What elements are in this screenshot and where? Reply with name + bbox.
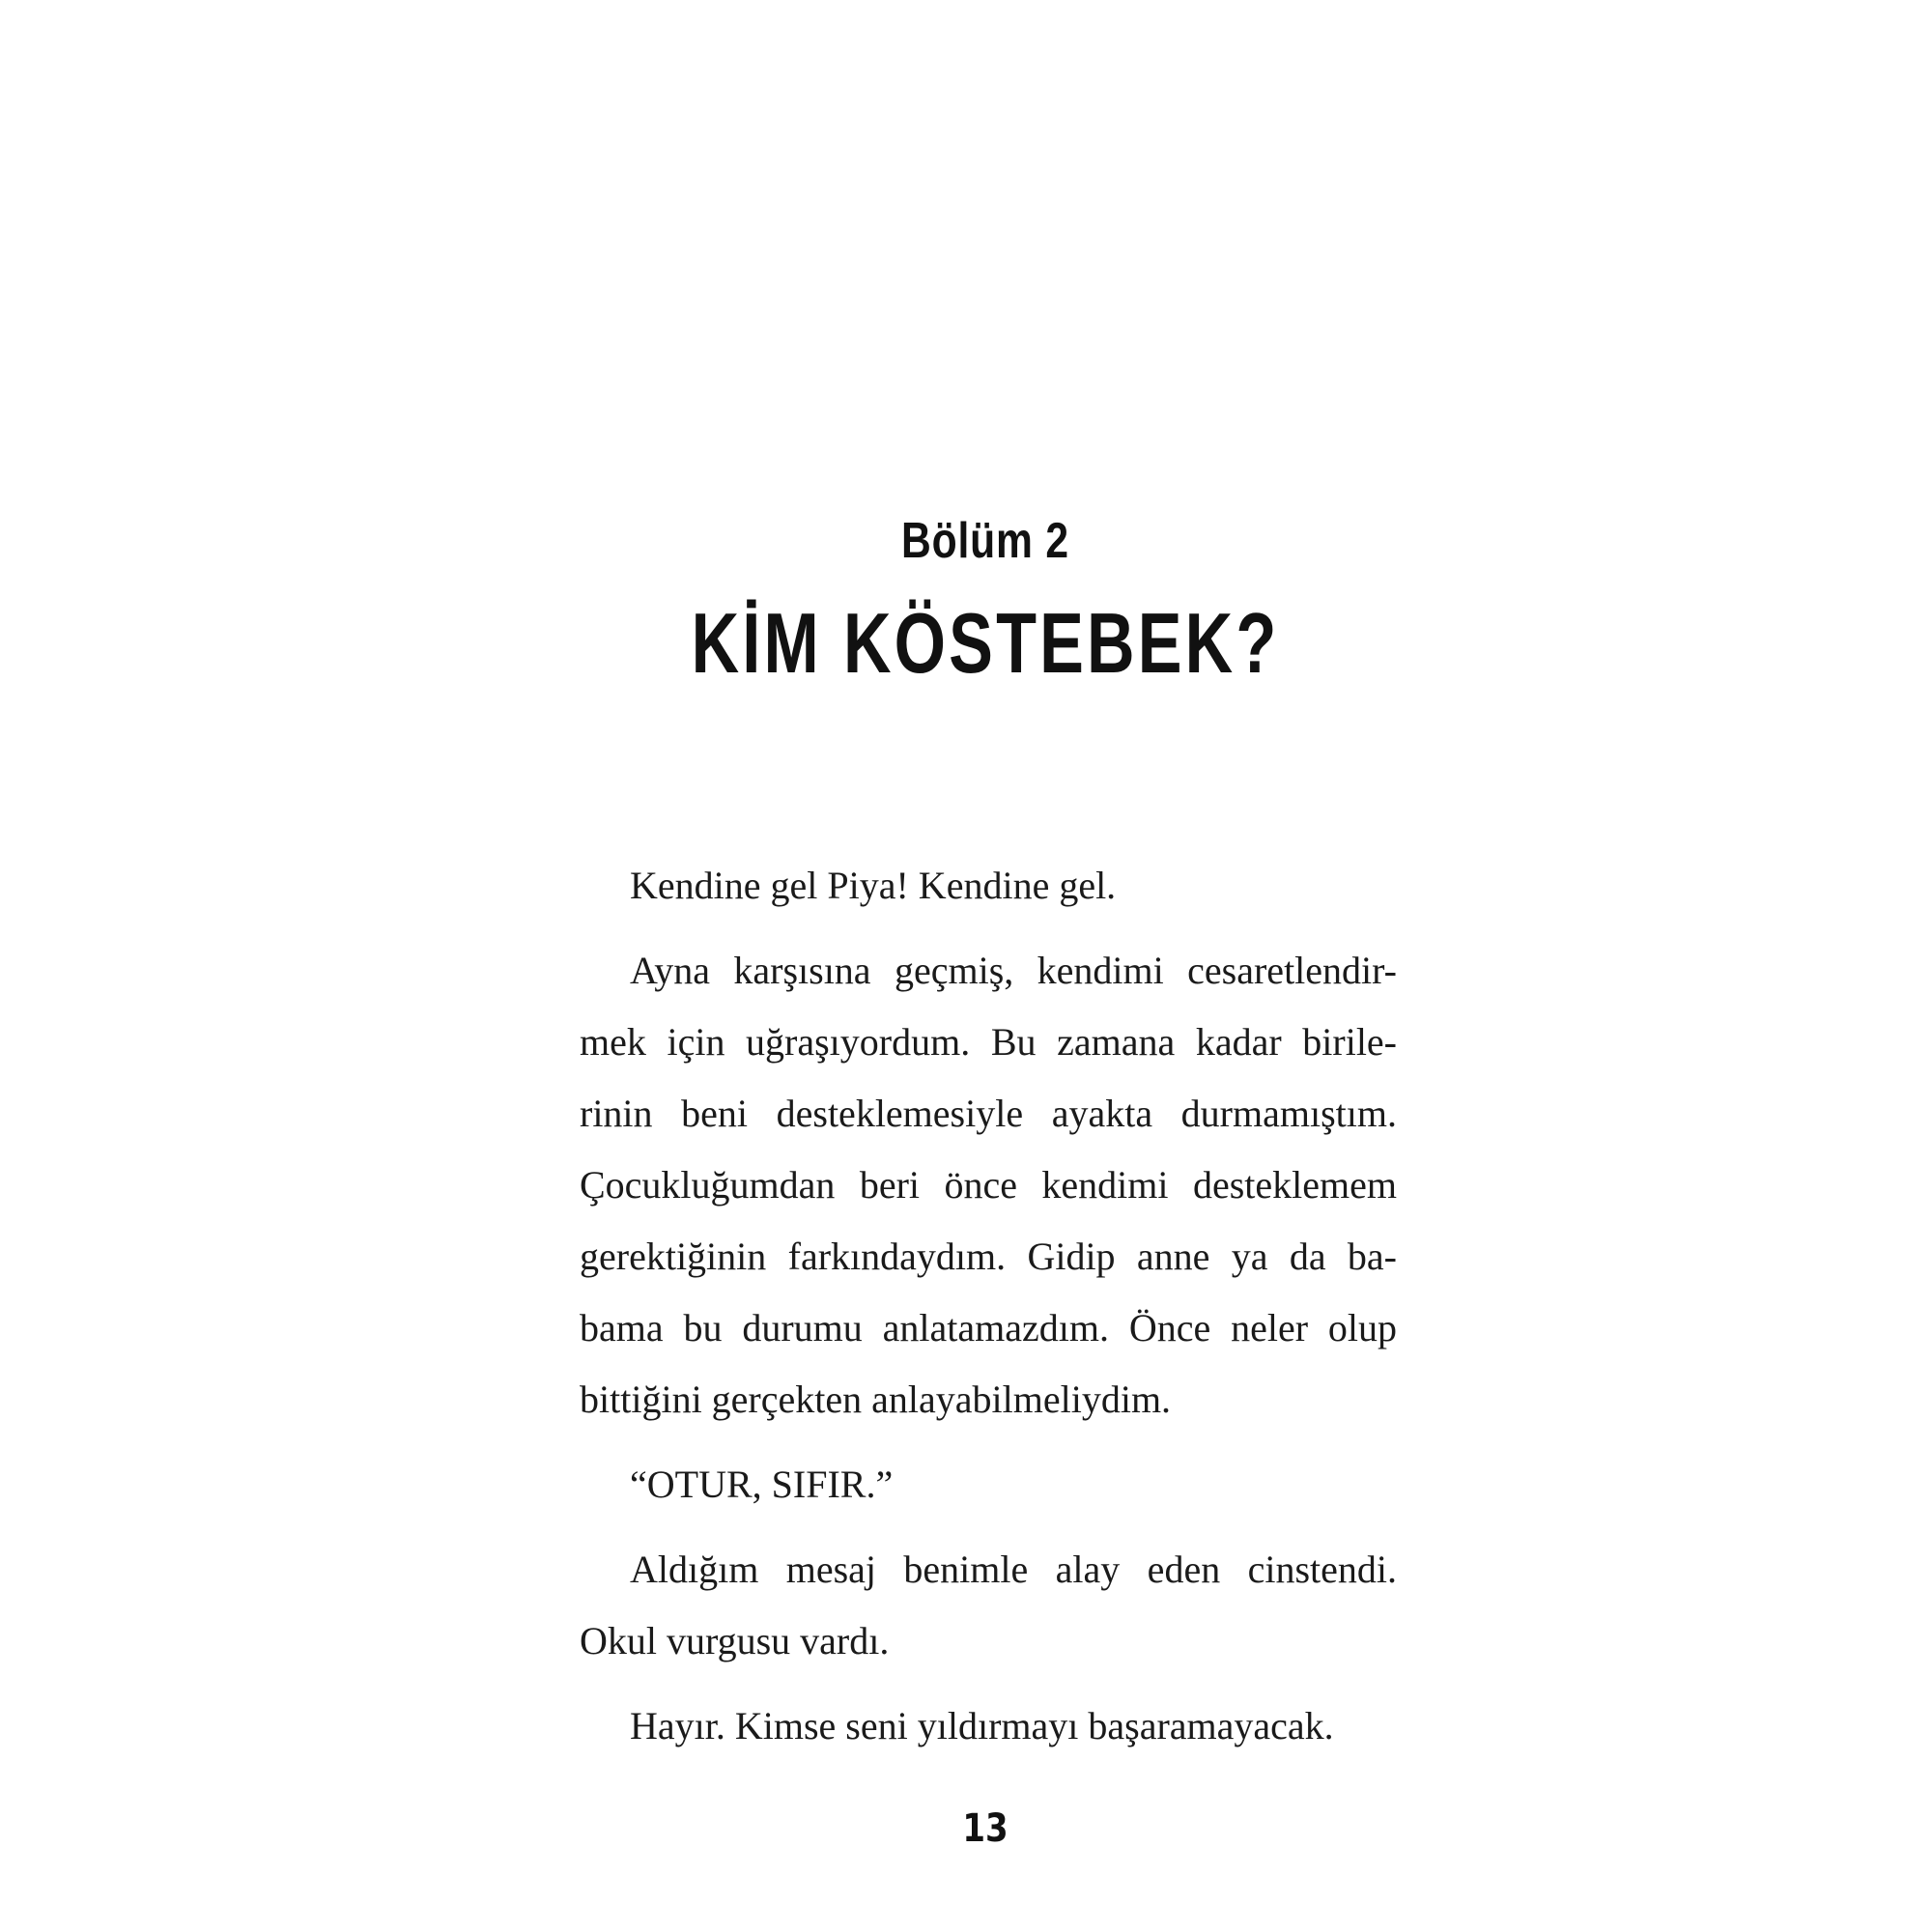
- paragraph: [580, 1449, 1397, 1520]
- text-line: bama bu durumu anlatamazdım. Önce neler olup: [580, 1306, 1397, 1350]
- text-line: Kendine gel Piya! Kendine gel.: [630, 864, 1117, 907]
- text-line: Okul vurgusu vardı.: [580, 1619, 890, 1662]
- text-line: Aldığım mesaj benimle alay eden cinstendi.: [630, 1548, 1397, 1591]
- page-number: 13: [962, 1806, 1009, 1851]
- paragraph: [580, 935, 1397, 1435]
- paragraph: [580, 1690, 1397, 1762]
- text-line: rinin beni desteklemesiyle ayakta durmamıştım.: [580, 1092, 1397, 1135]
- paragraph: [580, 1534, 1397, 1677]
- paragraph: [580, 850, 1397, 922]
- text-line: gerektiğinin farkındaydım. Gidip anne ya da ba-: [580, 1235, 1397, 1278]
- text-line: bittiğini gerçekten anlayabilmeliydim.: [580, 1378, 1172, 1421]
- chapter-label: Bölüm 2: [901, 513, 1069, 569]
- text-line: Ayna karşısına geçmiş, kendimi cesaretlendir-: [630, 949, 1397, 992]
- chapter-title: KİM KÖSTEBEK?: [691, 595, 1280, 691]
- text-line: Hayır. Kimse seni yıldırmayı başaramayacak.: [630, 1704, 1334, 1747]
- text-line: “OTUR, SIFIR.”: [630, 1463, 894, 1506]
- body-text: [580, 850, 1397, 1776]
- text-line: Çocukluğumdan beri önce kendimi desteklemem: [580, 1163, 1397, 1207]
- text-line: mek için uğraşıyordum. Bu zamana kadar birile-: [580, 1020, 1397, 1064]
